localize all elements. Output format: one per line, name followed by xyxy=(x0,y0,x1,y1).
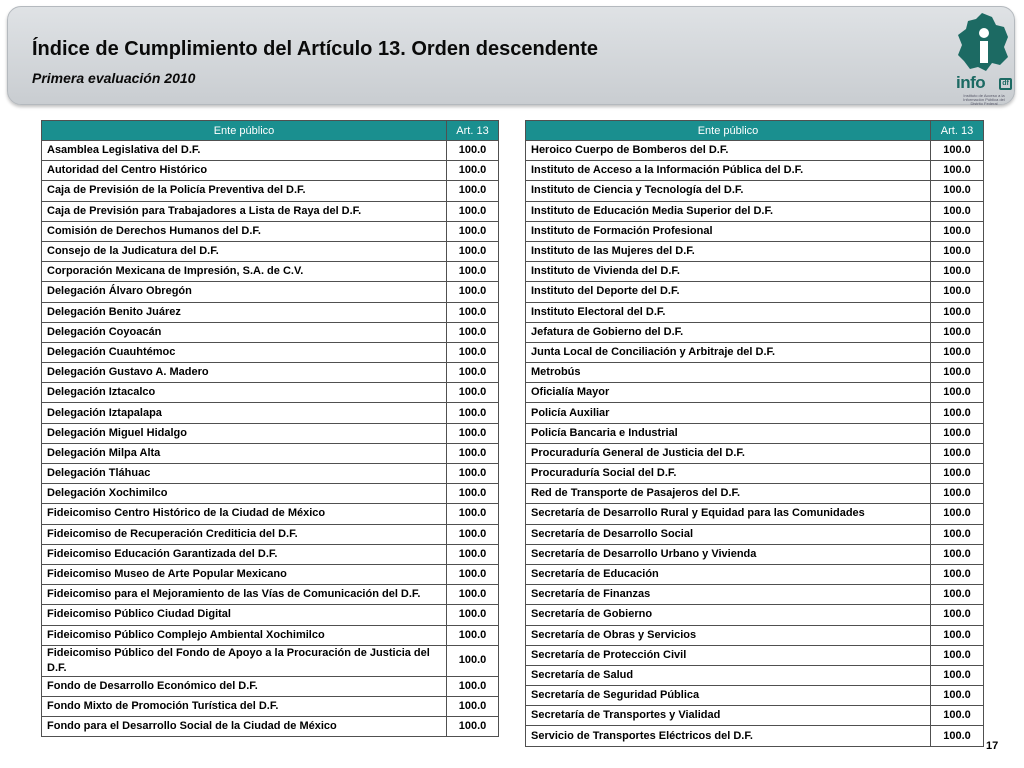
table-row xyxy=(42,544,499,564)
column-header-art13: Art. 13 xyxy=(447,121,499,141)
art13-score-cell: 100.0 xyxy=(447,717,499,737)
entity-name-cell: Fideicomiso para el Mejoramiento de las Vías de Comunicación del D.F. xyxy=(42,585,447,605)
art13-score-cell: 100.0 xyxy=(931,524,984,544)
table-row xyxy=(526,686,984,706)
art13-score-cell: 100.0 xyxy=(447,625,499,645)
table-row xyxy=(526,585,984,605)
entity-name-cell: Instituto Electoral del D.F. xyxy=(526,302,931,322)
entity-name-cell: Secretaría de Finanzas xyxy=(526,585,931,605)
entity-name-cell: Fideicomiso Público Ciudad Digital xyxy=(42,605,447,625)
table-row xyxy=(42,564,499,584)
table-row xyxy=(526,504,984,524)
logo-badge: df xyxy=(999,78,1012,90)
entity-name-cell: Secretaría de Protección Civil xyxy=(526,645,931,665)
entity-name-cell: Fideicomiso de Recuperación Crediticia del D.F. xyxy=(42,524,447,544)
table-row xyxy=(526,605,984,625)
entity-name-cell: Fideicomiso Público del Fondo de Apoyo a la Procuración de Justicia del D.F. xyxy=(42,645,447,676)
art13-score-cell: 100.0 xyxy=(931,363,984,383)
art13-score-cell: 100.0 xyxy=(931,564,984,584)
table-row xyxy=(526,201,984,221)
table-row xyxy=(42,464,499,484)
entity-name-cell: Delegación Benito Juárez xyxy=(42,302,447,322)
table-row xyxy=(526,726,984,746)
table-row xyxy=(42,625,499,645)
entity-name-cell: Junta Local de Conciliación y Arbitraje del D.F. xyxy=(526,342,931,362)
entity-name-cell: Delegación Xochimilco xyxy=(42,484,447,504)
art13-score-cell: 100.0 xyxy=(931,181,984,201)
table-row xyxy=(42,443,499,463)
art13-score-cell: 100.0 xyxy=(447,423,499,443)
art13-score-cell: 100.0 xyxy=(931,686,984,706)
table-row xyxy=(526,141,984,161)
table-row xyxy=(42,696,499,716)
art13-score-cell: 100.0 xyxy=(931,282,984,302)
art13-score-cell: 100.0 xyxy=(447,696,499,716)
art13-score-cell: 100.0 xyxy=(447,221,499,241)
entity-name-cell: Procuraduría General de Justicia del D.F. xyxy=(526,443,931,463)
art13-score-cell: 100.0 xyxy=(931,161,984,181)
table-row xyxy=(42,363,499,383)
entity-name-cell: Secretaría de Desarrollo Rural y Equidad para las Comunidades xyxy=(526,504,931,524)
art13-score-cell: 100.0 xyxy=(447,605,499,625)
entity-name-cell: Instituto de Acceso a la Información Pública del D.F. xyxy=(526,161,931,181)
table-row xyxy=(526,645,984,665)
entity-name-cell: Red de Transporte de Pasajeros del D.F. xyxy=(526,484,931,504)
table-row xyxy=(42,676,499,696)
table-row xyxy=(42,585,499,605)
table-row xyxy=(526,161,984,181)
table-row xyxy=(42,181,499,201)
entity-name-cell: Autoridad del Centro Histórico xyxy=(42,161,447,181)
infodf-logo xyxy=(952,11,1014,106)
compliance-table-right xyxy=(525,120,984,747)
table-row xyxy=(526,241,984,261)
table-row xyxy=(526,363,984,383)
logo-word: info xyxy=(956,73,986,92)
art13-score-cell: 100.0 xyxy=(447,585,499,605)
entity-name-cell: Instituto de Ciencia y Tecnología del D.F. xyxy=(526,181,931,201)
art13-score-cell: 100.0 xyxy=(931,585,984,605)
entity-name-cell: Secretaría de Desarrollo Social xyxy=(526,524,931,544)
art13-score-cell: 100.0 xyxy=(931,403,984,423)
art13-score-cell: 100.0 xyxy=(447,484,499,504)
table-row xyxy=(526,524,984,544)
table-row xyxy=(526,625,984,645)
art13-score-cell: 100.0 xyxy=(447,464,499,484)
logo-caption: Instituto de Acceso a la Información Pública del Distrito Federal xyxy=(963,93,1005,106)
table-row xyxy=(42,383,499,403)
entity-name-cell: Instituto de Educación Media Superior del D.F. xyxy=(526,201,931,221)
table-row xyxy=(526,342,984,362)
table-row xyxy=(526,544,984,564)
entity-name-cell: Secretaría de Transportes y Vialidad xyxy=(526,706,931,726)
art13-score-cell: 100.0 xyxy=(931,423,984,443)
entity-name-cell: Policía Auxiliar xyxy=(526,403,931,423)
table-row xyxy=(526,322,984,342)
art13-score-cell: 100.0 xyxy=(931,625,984,645)
entity-name-cell: Caja de Previsión para Trabajadores a Lista de Raya del D.F. xyxy=(42,201,447,221)
entity-name-cell: Delegación Iztacalco xyxy=(42,383,447,403)
art13-score-cell: 100.0 xyxy=(447,544,499,564)
infodf-logo-icon xyxy=(952,11,1014,75)
art13-score-cell: 100.0 xyxy=(447,524,499,544)
art13-score-cell: 100.0 xyxy=(931,605,984,625)
art13-score-cell: 100.0 xyxy=(931,383,984,403)
art13-score-cell: 100.0 xyxy=(447,363,499,383)
table-row xyxy=(526,403,984,423)
table-row xyxy=(42,282,499,302)
entity-name-cell: Secretaría de Educación xyxy=(526,564,931,584)
page-subtitle: Primera evaluación 2010 xyxy=(32,70,196,86)
entity-name-cell: Asamblea Legislativa del D.F. xyxy=(42,141,447,161)
page-number: 17 xyxy=(986,740,999,752)
art13-score-cell: 100.0 xyxy=(931,302,984,322)
entity-name-cell: Jefatura de Gobierno del D.F. xyxy=(526,322,931,342)
table-row xyxy=(42,241,499,261)
art13-score-cell: 100.0 xyxy=(447,302,499,322)
table-row xyxy=(526,282,984,302)
table-row xyxy=(526,423,984,443)
compliance-table-left xyxy=(41,120,499,737)
art13-score-cell: 100.0 xyxy=(447,645,499,676)
entity-name-cell: Servicio de Transportes Eléctricos del D.F. xyxy=(526,726,931,746)
art13-score-cell: 100.0 xyxy=(931,504,984,524)
entity-name-cell: Delegación Gustavo A. Madero xyxy=(42,363,447,383)
table-row xyxy=(526,443,984,463)
entity-name-cell: Caja de Previsión de la Policía Preventiva del D.F. xyxy=(42,181,447,201)
table-row xyxy=(42,504,499,524)
art13-score-cell: 100.0 xyxy=(931,241,984,261)
table-row xyxy=(526,383,984,403)
title-banner xyxy=(7,6,1015,105)
entity-name-cell: Heroico Cuerpo de Bomberos del D.F. xyxy=(526,141,931,161)
art13-score-cell: 100.0 xyxy=(931,544,984,564)
art13-score-cell: 100.0 xyxy=(931,726,984,746)
table-row xyxy=(526,262,984,282)
entity-name-cell: Instituto de Formación Profesional xyxy=(526,221,931,241)
entity-name-cell: Secretaría de Gobierno xyxy=(526,605,931,625)
art13-score-cell: 100.0 xyxy=(447,504,499,524)
art13-score-cell: 100.0 xyxy=(931,706,984,726)
table-row xyxy=(42,161,499,181)
entity-name-cell: Corporación Mexicana de Impresión, S.A. de C.V. xyxy=(42,262,447,282)
art13-score-cell: 100.0 xyxy=(447,282,499,302)
table-row xyxy=(42,262,499,282)
table-row xyxy=(42,605,499,625)
entity-name-cell: Fondo Mixto de Promoción Turística del D.F. xyxy=(42,696,447,716)
entity-name-cell: Secretaría de Seguridad Pública xyxy=(526,686,931,706)
art13-score-cell: 100.0 xyxy=(447,262,499,282)
entity-name-cell: Policía Bancaria e Industrial xyxy=(526,423,931,443)
art13-score-cell: 100.0 xyxy=(447,383,499,403)
table-row xyxy=(526,665,984,685)
table-row xyxy=(526,564,984,584)
art13-score-cell: 100.0 xyxy=(931,464,984,484)
art13-score-cell: 100.0 xyxy=(447,322,499,342)
art13-score-cell: 100.0 xyxy=(447,181,499,201)
art13-score-cell: 100.0 xyxy=(931,322,984,342)
table-row xyxy=(42,322,499,342)
entity-name-cell: Secretaría de Desarrollo Urbano y Vivienda xyxy=(526,544,931,564)
art13-score-cell: 100.0 xyxy=(931,443,984,463)
entity-name-cell: Delegación Álvaro Obregón xyxy=(42,282,447,302)
table-row xyxy=(526,181,984,201)
table-row xyxy=(526,302,984,322)
table-header-row xyxy=(42,121,499,141)
entity-name-cell: Secretaría de Obras y Servicios xyxy=(526,625,931,645)
entity-name-cell: Delegación Cuauhtémoc xyxy=(42,342,447,362)
table-row xyxy=(42,302,499,322)
art13-score-cell: 100.0 xyxy=(931,262,984,282)
art13-score-cell: 100.0 xyxy=(931,201,984,221)
art13-score-cell: 100.0 xyxy=(447,342,499,362)
art13-score-cell: 100.0 xyxy=(447,161,499,181)
entity-name-cell: Instituto del Deporte del D.F. xyxy=(526,282,931,302)
entity-name-cell: Procuraduría Social del D.F. xyxy=(526,464,931,484)
entity-name-cell: Fideicomiso Centro Histórico de la Ciudad de México xyxy=(42,504,447,524)
entity-name-cell: Secretaría de Salud xyxy=(526,665,931,685)
art13-score-cell: 100.0 xyxy=(447,201,499,221)
entity-name-cell: Fideicomiso Público Complejo Ambiental Xochimilco xyxy=(42,625,447,645)
entity-name-cell: Delegación Milpa Alta xyxy=(42,443,447,463)
entity-name-cell: Fondo para el Desarrollo Social de la Ciudad de México xyxy=(42,717,447,737)
table-row xyxy=(42,484,499,504)
entity-name-cell: Comisión de Derechos Humanos del D.F. xyxy=(42,221,447,241)
art13-score-cell: 100.0 xyxy=(447,241,499,261)
art13-score-cell: 100.0 xyxy=(931,221,984,241)
art13-score-cell: 100.0 xyxy=(931,342,984,362)
table-row xyxy=(42,423,499,443)
column-header-art13: Art. 13 xyxy=(931,121,984,141)
art13-score-cell: 100.0 xyxy=(447,443,499,463)
table-row xyxy=(42,645,499,676)
art13-score-cell: 100.0 xyxy=(447,676,499,696)
entity-name-cell: Fideicomiso Museo de Arte Popular Mexicano xyxy=(42,564,447,584)
entity-name-cell: Consejo de la Judicatura del D.F. xyxy=(42,241,447,261)
entity-name-cell: Instituto de las Mujeres del D.F. xyxy=(526,241,931,261)
table-header-row xyxy=(526,121,984,141)
column-header-entity: Ente público xyxy=(526,121,931,141)
art13-score-cell: 100.0 xyxy=(447,564,499,584)
entity-name-cell: Delegación Tláhuac xyxy=(42,464,447,484)
entity-name-cell: Delegación Miguel Hidalgo xyxy=(42,423,447,443)
art13-score-cell: 100.0 xyxy=(447,141,499,161)
table-row xyxy=(42,342,499,362)
table-row xyxy=(526,464,984,484)
table-row xyxy=(42,221,499,241)
art13-score-cell: 100.0 xyxy=(931,484,984,504)
entity-name-cell: Delegación Iztapalapa xyxy=(42,403,447,423)
entity-name-cell: Fondo de Desarrollo Económico del D.F. xyxy=(42,676,447,696)
table-row xyxy=(42,403,499,423)
art13-score-cell: 100.0 xyxy=(931,645,984,665)
entity-name-cell: Instituto de Vivienda del D.F. xyxy=(526,262,931,282)
entity-name-cell: Delegación Coyoacán xyxy=(42,322,447,342)
entity-name-cell: Fideicomiso Educación Garantizada del D.F. xyxy=(42,544,447,564)
table-row xyxy=(526,706,984,726)
table-row xyxy=(42,201,499,221)
entity-name-cell: Oficialía Mayor xyxy=(526,383,931,403)
table-row xyxy=(42,717,499,737)
art13-score-cell: 100.0 xyxy=(931,141,984,161)
table-row xyxy=(526,221,984,241)
table-row xyxy=(42,524,499,544)
page-title: Índice de Cumplimiento del Artículo 13. Orden descendente xyxy=(32,38,599,60)
art13-score-cell: 100.0 xyxy=(931,665,984,685)
column-header-entity: Ente público xyxy=(42,121,447,141)
art13-score-cell: 100.0 xyxy=(447,403,499,423)
table-row xyxy=(42,141,499,161)
entity-name-cell: Metrobús xyxy=(526,363,931,383)
table-row xyxy=(526,484,984,504)
